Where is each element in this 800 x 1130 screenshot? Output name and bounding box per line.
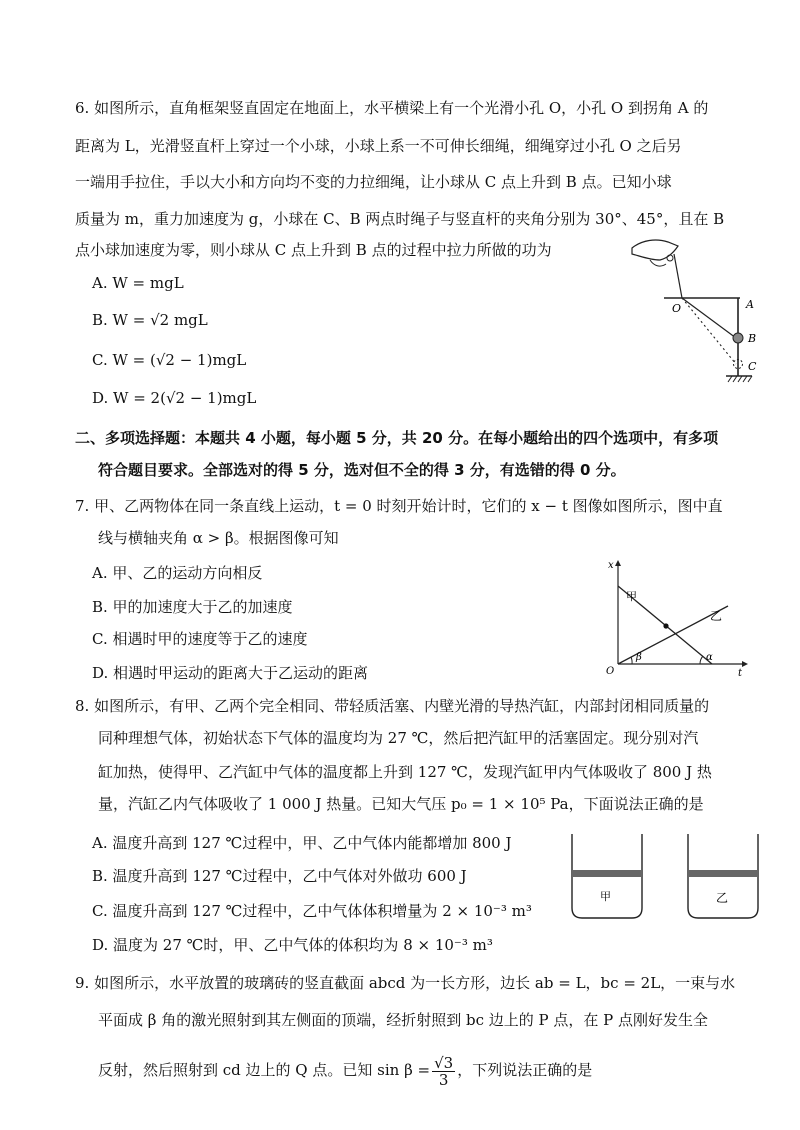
- q6-option-a: A. W = mgL: [92, 274, 184, 292]
- label-c: C: [748, 360, 757, 373]
- label-t: t: [738, 668, 743, 679]
- hand-icon: [632, 240, 678, 260]
- q6-line-5: 点小球加速度为零，则小球从 C 点上升到 B 点的过程中拉力所做的功为: [75, 241, 552, 259]
- piston-jia: [572, 870, 642, 877]
- q8-line-4: 量，汽缸乙内气体吸收了 1 000 J 热量。已知大气压 p₀ = 1 × 10⁵ Pa，下面说法正确的是: [98, 795, 704, 813]
- q9-line-1: 9. 如图所示，水平放置的玻璃砖的竖直截面 abcd 为一长方形，边长 ab = L，bc = 2L，一束与水: [75, 974, 736, 992]
- q8-cylinders-figure: [560, 832, 760, 924]
- q9-line-3-before: 反射，然后照射到 cd 边上的 Q 点。已知 sin β =: [98, 1061, 431, 1079]
- label-yi: 乙: [710, 609, 723, 623]
- q8-option-b: B. 温度升高到 127 ℃过程中，乙中气体对外做功 600 J: [92, 867, 467, 885]
- label-alpha: α: [706, 652, 713, 663]
- q8-line-1: 8. 如图所示，有甲、乙两个完全相同、带轻质活塞、内壁光滑的导热汽缸，内部封闭相同质量的: [75, 697, 710, 715]
- q6-line-1: 6. 如图所示，直角框架竖直固定在地面上，水平横梁上有一个光滑小孔 O，小孔 O 到拐角 A 的: [75, 99, 709, 117]
- q8-option-c: C. 温度升高到 127 ℃过程中，乙中气体体积增量为 2 × 10⁻³ m³: [92, 902, 532, 920]
- q7-option-c: C. 相遇时甲的速度等于乙的速度: [92, 630, 308, 648]
- q7-xt-graph: [600, 558, 750, 678]
- q7-option-d: D. 相遇时甲运动的距离大于乙运动的距离: [92, 664, 369, 682]
- q9-line-3-after: ，下列说法正确的是: [457, 1061, 593, 1079]
- q9-line-2: 平面成 β 角的激光照射到其左侧面的顶端，经折射照到 bc 边上的 P 点，在 P 点刚好发生全: [98, 1011, 709, 1029]
- ball-b: [733, 333, 743, 343]
- q6-line-3: 一端用手拉住，手以大小和方向均不变的力拉细绳，让小球从 C 点上升到 B 点。已知小球: [75, 173, 672, 191]
- label-cylinder-jia: 甲: [600, 890, 611, 903]
- q6-option-b: B. W = √2 mgL: [92, 311, 208, 329]
- q6-frame-figure: [630, 230, 770, 390]
- q9-frac-denominator: 3: [438, 1070, 449, 1089]
- q7-line-1: 7. 甲、乙两物体在同一条直线上运动，t = 0 时刻开始计时，它们的 x − t 图像如图所示，图中直: [75, 497, 723, 515]
- q7-line-2: 线与横轴夹角 α > β。根据图像可知: [98, 529, 339, 547]
- q6-line-4: 质量为 m，重力加速度为 g，小球在 C、B 两点时绳子与竖直杆的夹角分别为 30°、45°，且在 B: [75, 210, 725, 228]
- label-b: B: [748, 332, 757, 345]
- q8-line-3: 缸加热，使得甲、乙汽缸中气体的温度都上升到 127 ℃，发现汽缸甲内气体吸收了 800 J 热: [98, 763, 712, 781]
- q7-option-a: A. 甲、乙的运动方向相反: [92, 564, 263, 582]
- label-cylinder-yi: 乙: [716, 891, 729, 905]
- label-o: O: [672, 302, 682, 315]
- q6-option-c: C. W = (√2 − 1)mgL: [92, 351, 247, 369]
- label-a: A: [746, 298, 754, 311]
- section-2-line-1: 二、多项选择题：本题共 4 小题，每小题 5 分，共 20 分。在每小题给出的四个选项中，有多项: [75, 429, 719, 447]
- q6-option-d: D. W = 2(√2 − 1)mgL: [92, 389, 257, 407]
- q9-fraction: [432, 1055, 455, 1088]
- q8-option-a: A. 温度升高到 127 ℃过程中，甲、乙中气体内能都增加 800 J: [92, 834, 512, 852]
- label-origin: O: [606, 666, 615, 677]
- label-x: x: [608, 560, 614, 571]
- meeting-point: [663, 623, 668, 628]
- q8-option-d: D. 温度为 27 ℃时，甲、乙中气体的体积均为 8 × 10⁻³ m³: [92, 936, 493, 954]
- q9-frac-numerator: √3: [434, 1053, 454, 1072]
- q6-line-2: 距离为 L，光滑竖直杆上穿过一个小球，小球上系一不可伸长细绳，细绳穿过小孔 O 之后另: [75, 137, 682, 155]
- section-2-line-2: 符合题目要求。全部选对的得 5 分，选对但不全的得 3 分，有选错的得 0 分。: [98, 461, 626, 479]
- q9-line-3: [98, 1050, 592, 1090]
- piston-yi: [688, 870, 758, 877]
- q7-option-b: B. 甲的加速度大于乙的加速度: [92, 598, 293, 616]
- label-beta: β: [636, 652, 642, 663]
- q8-line-2: 同种理想气体，初始状态下气体的温度均为 27 ℃，然后把汽缸甲的活塞固定。现分别对汽: [98, 729, 699, 747]
- label-jia: 甲: [626, 590, 637, 603]
